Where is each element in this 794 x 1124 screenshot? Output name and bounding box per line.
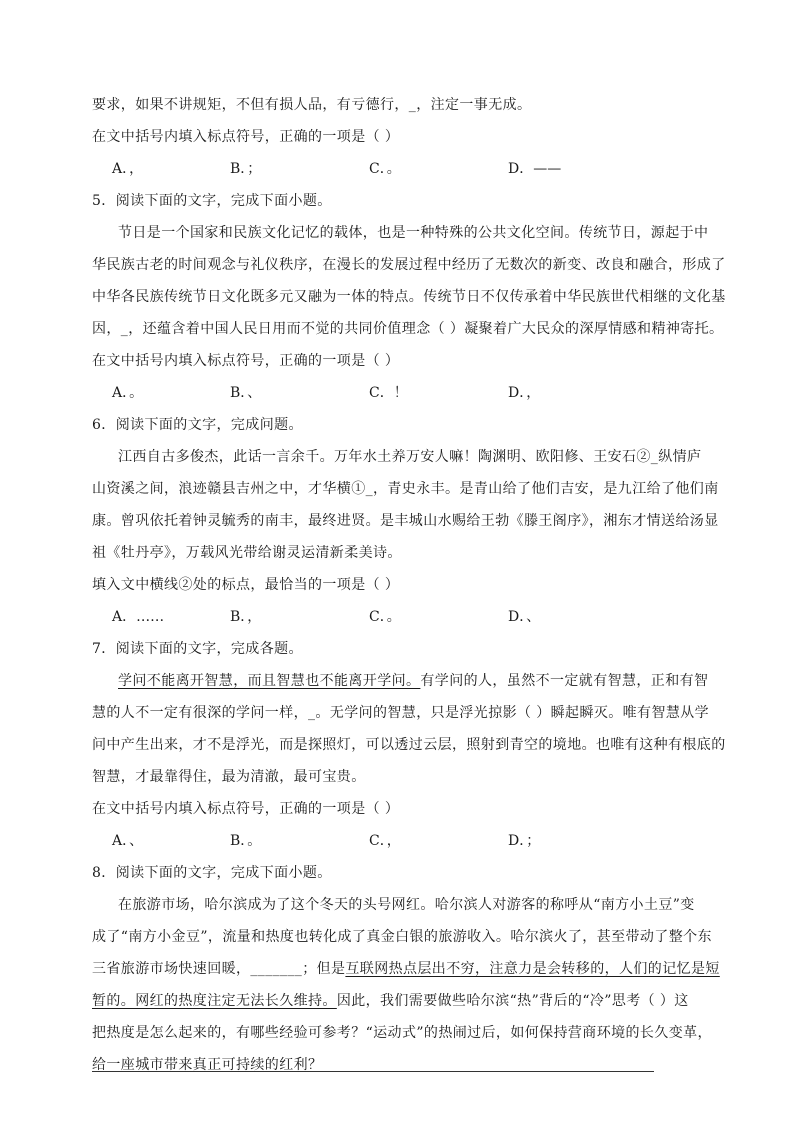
underlined-sentence: 互联网热点层出不穷，注意力是会转移的，人们的记忆是短	[345, 961, 720, 977]
options-row	[0, 383, 794, 403]
option-d[interactable]: D．、	[508, 609, 541, 625]
passage-line	[118, 671, 708, 691]
passage-line: 中华各民族传统节日文化既多元又融为一体的特点。传统节日不仅传承着中华民族世代相继的文化基	[92, 289, 726, 305]
question-heading: 5．阅读下面的文字，完成下面小题。	[92, 193, 332, 209]
carry-line: 要求，如果不讲规矩，不但有损人品，有亏德行，_，注定一事无成。	[92, 97, 532, 113]
question-heading: 6．阅读下面的文字，完成问题。	[92, 417, 303, 433]
question-heading: 7．阅读下面的文字，完成各题。	[92, 641, 303, 657]
option-c[interactable]: C．！	[369, 385, 408, 401]
option-c[interactable]: C．，	[369, 833, 401, 849]
passage-line	[92, 959, 720, 979]
option-b[interactable]: B．；	[230, 161, 262, 177]
passage-line: 山资溪之间，浪迹赣县吉州之中，才华横①_，青史永丰。是青山给了他们吉安，是九江给了他们南	[92, 481, 719, 497]
bottom-rule	[92, 1071, 654, 1072]
passage-line: 问中产生出来，才不是浮光，而是探照灯，可以透过云层，照射到青空的境地。也唯有这种有根底的	[92, 737, 726, 753]
passage-line	[92, 991, 689, 1011]
option-c[interactable]: C．。	[369, 161, 401, 177]
passage-line: 因，_，还蕴含着中国人民日用而不觉的共同价值理念（ ）凝聚着广大民众的深厚情感和精神寄托。	[92, 321, 724, 337]
option-a[interactable]: A．、	[112, 833, 144, 849]
option-a[interactable]: A．，	[112, 161, 144, 177]
question-prompt: 在文中括号内填入标点符号，正确的一项是（ ）	[92, 353, 400, 369]
option-d[interactable]: D．——	[508, 161, 562, 177]
option-b[interactable]: B．。	[230, 833, 262, 849]
passage-line: 江西自古多俊杰，此话一言余千。万年水土养万安人嘛！陶渊明、欧阳修、王安石②_纵情庐	[118, 449, 702, 465]
underlined-sentence: 暂的。网红的热度注定无法长久维持。	[92, 993, 337, 1009]
passage-line: 给一座城市带来真正可持续的红利？	[92, 1057, 323, 1073]
passage-text: 三省旅游市场快速回暖，_______；但是	[92, 961, 346, 977]
option-b[interactable]: B．、	[230, 385, 262, 401]
passage-line: 智慧，才最靠得住，最为清澈，最可宝贵。	[92, 769, 366, 785]
option-c[interactable]: C．。	[369, 609, 401, 625]
question-prompt: 填入文中横线②处的标点，最恰当的一项是（ ）	[92, 577, 400, 593]
option-d[interactable]: D．；	[508, 833, 541, 849]
passage-line: 成了“南方小金豆”，流量和热度也转化成了真金白银的旅游收入。哈尔滨火了，甚至带动了整个东	[92, 929, 712, 945]
options-row	[0, 607, 794, 627]
option-a[interactable]: A．。	[112, 385, 144, 401]
passage-line: 节日是一个国家和民族文化记忆的载体，也是一种特殊的公共文化空间。传统节日，源起于中	[118, 225, 709, 241]
passage-line: 祖《牡丹亭》，万载风光带给谢灵运清新柔美诗。	[92, 545, 402, 561]
question-heading: 8．阅读下面的文字，完成下面小题。	[92, 865, 332, 881]
passage-line: 康。曾巩依托着钟灵毓秀的南丰，最终进贤。是丰城山水赐给王勃《滕王阁序》，湘东才情送给汤显	[92, 513, 719, 529]
passage-line: 华民族古老的时间观念与礼仪秩序，在漫长的发展过程中经历了无数次的新变、改良和融合，形成了	[92, 257, 726, 273]
underlined-sentence: 学问不能离开智慧，而且智慧也不能离开学问。	[118, 673, 421, 689]
question-prompt: 在文中括号内填入标点符号，正确的一项是（ ）	[92, 129, 400, 145]
passage-line: 把热度是怎么起来的，有哪些经验可参考？“运动式”的热闹过后，如何保持营商环境的长久变革，	[92, 1025, 712, 1041]
passage-text: 有学问的人，虽然不一定就有智慧，正和有智	[420, 673, 709, 689]
question-prompt: 在文中括号内填入标点符号，正确的一项是（ ）	[92, 801, 400, 817]
options-row	[0, 159, 794, 179]
passage-text: 因此，我们需要做些哈尔滨“热”背后的“冷”思考（ ）这	[336, 993, 689, 1009]
passage-line: 慧的人不一定有很深的学问一样，_。无学问的智慧，只是浮光掠影（ ）瞬起瞬灭。唯有智慧从学	[92, 705, 710, 721]
option-d[interactable]: D．，	[508, 385, 541, 401]
option-a[interactable]: A．……	[112, 609, 165, 625]
options-row	[0, 831, 794, 851]
option-b[interactable]: B．，	[230, 609, 262, 625]
passage-line: 在旅游市场，哈尔滨成为了这个冬天的头号网红。哈尔滨人对游客的称呼从“南方小土豆”变	[118, 897, 695, 913]
